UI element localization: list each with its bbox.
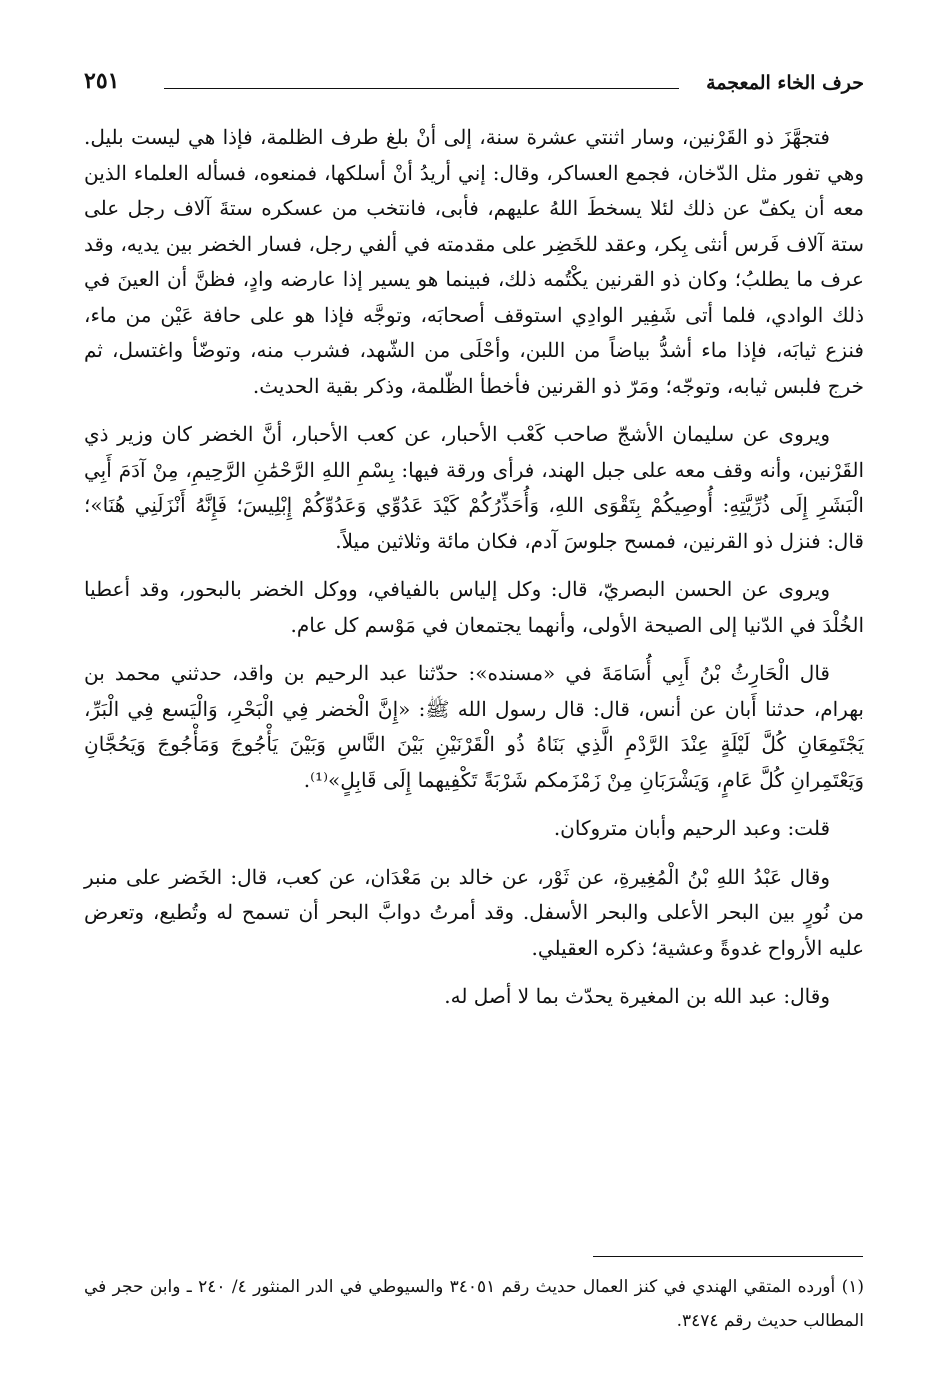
- main-text: [84, 120, 864, 1028]
- page-number: ٢٥١: [84, 68, 120, 94]
- footnote: (١) أورده المتقي الهندي في كنز العمال حديث رقم ٣٤٠٥١ والسيوطي في الدر المنثور ٤/ ٢٤٠ ـ وابن حجر في المطالب حديث رقم ٣٤٧٤.: [84, 1277, 864, 1331]
- paragraph: قلت: وعبد الرحيم وأبان متروكان.: [553, 816, 830, 840]
- paragraph: قال الْحَارِثُ بْنُ أَبِي أُسَامَةَ في «مسنده»: حدّثنا عبد الرحيم بن واقد، حدثني محمد بن بهرام، حدثنا أَبان عن أنس، قال: قال رسول الله ﷺ: «إِنَّ الْخضر فِي الْبَحْرِ، وَالْيَسع فِي الْبَرِّ، يَجْتَمِعَانِ كُلَّ لَيْلَةٍ عِنْدَ الرَّدْمِ الَّذِي بَنَاهُ ذُو الْقَرْنَيْنِ بَيْنَ النَّاسِ وَبَيْنَ يَأْجُوجَ وَمَأْجُوجَ وَيَحُجَّانِ وَيَعْتَمِرانِ كُلَّ عَامٍ، وَيَشْرَبَانِ مِنْ زَمْزَمكم شَرْبَةً تَكْفِيهما إِلَى قَابِلٍ»⁽¹⁾.: [84, 661, 864, 792]
- page-header: [84, 64, 864, 104]
- paragraph: فتجهَّزَ ذو القَرْنين، وسار اثنتي عشرة سنة، إلى أنْ بلغ طرف الظلمة، فإذا هي ليست بليل. وهي تفور مثل الدّخان، فجمع العساكر، وقال: إني أريدُ أنْ أسلكها، فمنعوه، فسأله العلماء الذين معه أن يكفّ عن ذلك لئلا يسخطَ اللهُ عليهم، فأبى، فانتخب من عسكره ستةَ آلاف رجل على ستة آلاف فَرس أنثى بِكر، وعقد للخَضِر على مقدمته في ألفي رجل، فسار الخضر بين يديه، وقد عرف ما يطلبُ؛ وكان ذو القرنين يكْتُمه ذلك، فبينما هو يسير إذا عارضه وادٍ، فظنَّ أن العينَ في ذلك الوادي، فلما أتى شَفِير الوادِي استوقف أصحابَه، وتوجَّه فإذا هو على حافة عَيْن من ماء، فنزع ثيابَه، فإذا ماء أشدُّ بياضاً من اللبن، وأحْلَى من الشّهد، فشرب منه، وتوضّأ واغتسل، ثم خرج فلبس ثيابه، وتوجّه؛ ومَرّ ذو القرنين فأخطأ الظّلمة، وذكر بقية الحديث.: [84, 125, 864, 398]
- paragraph: ويروى عن الحسن البصريّ، قال: وكل إلياس بالفيافي، ووكل الخضر بالبحور، وقد أعطيا الخُلْدَ في الدّنيا إلى الصيحة الأولى، وأنهما يجتمعان في مَوْسم كل عام.: [84, 577, 864, 637]
- running-title: حرف الخاء المعجمة: [706, 72, 864, 94]
- footnote-separator: [593, 1256, 863, 1257]
- paragraph: وقال عَبْدُ اللهِ بْنُ الْمُغِيرةِ، عن ثَوْر، عن خالد بن مَعْدَان، عن كعب، قال: الخَضر على منبر من نُورٍ بين البحر الأعلى والبحر الأسفل. وقد أمرتُ دوابَّ البحر أن تسمح له وتُطيع، وتعرض عليه الأرواح غدوةً وعشية؛ ذكره العقيلي.: [84, 864, 864, 960]
- header-rule: [164, 88, 679, 89]
- paragraph: ويروى عن سليمان الأشجّ صاحب كَعْب الأحبار، عن كعب الأحبار، أنَّ الخضر كان وزير ذي القَرْنين، وأنه وقف معه على جبل الهند، فرأى ورقة فيها: بِسْمِ اللهِ الرَّحْمَٰنِ الرَّحِيمِ، مِنْ آدَمَ أَبِي الْبَشَرِ إِلَى ذُرِّيَّتِهِ: أُوصِيكُمْ بِتَقْوَى اللهِ، وَأُحَذِّرُكُمْ كَيْدَ عَدُوِّي وَعَدُوِّكُمْ إِبْلِيسَ؛ فَإِنَّهُ أَنْزَلَنِي هُنَا»؛ قال: فنزل ذو القرنين، فمسح جلوسَ آدم، فكان مائة وثلاثين ميلاً.: [84, 422, 864, 553]
- paragraph: وقال: عبد الله بن المغيرة يحدّث بما لا أصل له.: [444, 984, 830, 1008]
